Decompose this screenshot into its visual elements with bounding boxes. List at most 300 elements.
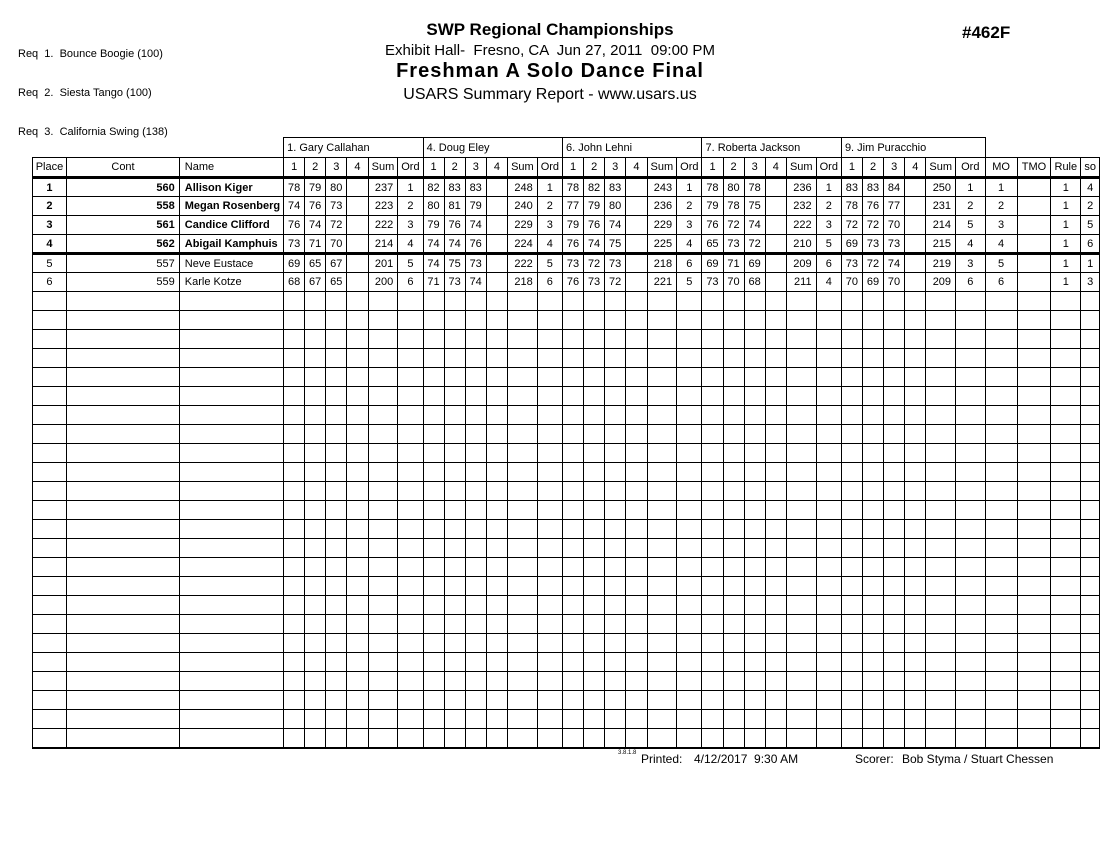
col-header-cont: Cont <box>67 158 180 178</box>
score-cell <box>508 463 538 482</box>
score-cell <box>508 634 538 653</box>
score-cell <box>508 387 538 406</box>
score-cell <box>563 691 584 710</box>
score-cell <box>765 349 786 368</box>
score-cell <box>465 577 486 596</box>
score-cell <box>905 368 926 387</box>
stat-cell <box>985 292 1017 311</box>
stat-cell <box>1017 368 1051 387</box>
score-cell <box>347 520 368 539</box>
score-cell <box>465 729 486 748</box>
score-cell-j1-d3: 67 <box>326 254 347 273</box>
judge-name-2: 4. Doug Eley <box>423 138 562 158</box>
score-cell <box>508 653 538 672</box>
score-cell <box>863 539 884 558</box>
ordinal-cell <box>816 368 841 387</box>
place-cell <box>32 292 67 311</box>
ordinal-cell <box>956 501 986 520</box>
ordinal-cell-j3: 5 <box>677 273 702 292</box>
score-cell <box>347 349 368 368</box>
contestant-number-cell <box>67 387 180 406</box>
score-cell <box>368 425 398 444</box>
sum-cell-j5: 214 <box>926 216 956 235</box>
stat-cell <box>1017 615 1051 634</box>
ordinal-cell-j4: 6 <box>816 254 841 273</box>
ordinal-cell <box>537 539 562 558</box>
empty-row <box>14 311 1100 330</box>
place-cell <box>32 596 67 615</box>
score-cell <box>305 615 326 634</box>
score-cell <box>326 292 347 311</box>
score-cell <box>926 482 956 501</box>
score-cell <box>723 729 744 748</box>
score-cell-j3-d1: 78 <box>563 178 584 197</box>
ordinal-cell <box>398 596 423 615</box>
contestant-number-cell <box>67 292 180 311</box>
score-cell-j2-d3: 74 <box>465 216 486 235</box>
score-cell <box>765 368 786 387</box>
skater-name-cell <box>179 482 283 501</box>
tmo-cell <box>1017 254 1051 273</box>
score-cell <box>605 463 626 482</box>
score-cell <box>423 482 444 501</box>
stat-cell <box>1051 596 1081 615</box>
score-cell <box>744 425 765 444</box>
ordinal-cell-j5: 1 <box>956 178 986 197</box>
score-cell <box>841 634 862 653</box>
ordinal-cell <box>816 691 841 710</box>
empty-row <box>14 520 1100 539</box>
ordinal-cell <box>537 596 562 615</box>
score-cell-j1-d4 <box>347 235 368 254</box>
ordinal-cell <box>398 672 423 691</box>
score-cell <box>486 368 507 387</box>
score-cell <box>926 653 956 672</box>
ordinal-cell <box>816 577 841 596</box>
stat-cell <box>1017 729 1051 748</box>
score-cell-j2-d1: 82 <box>423 178 444 197</box>
score-cell <box>626 520 647 539</box>
ordinal-cell <box>537 387 562 406</box>
score-cell <box>465 596 486 615</box>
score-cell <box>786 482 816 501</box>
score-cell-j1-d3: 72 <box>326 216 347 235</box>
ordinal-cell <box>677 444 702 463</box>
stat-cell <box>1017 425 1051 444</box>
score-cell <box>841 539 862 558</box>
ordinal-cell <box>537 691 562 710</box>
score-cell <box>765 463 786 482</box>
score-cell <box>284 615 305 634</box>
ordinal-cell <box>816 520 841 539</box>
score-cell <box>863 672 884 691</box>
score-cell <box>326 710 347 729</box>
contestant-number-cell <box>67 482 180 501</box>
ordinal-cell <box>398 634 423 653</box>
stat-cell <box>985 615 1017 634</box>
score-cell <box>563 558 584 577</box>
score-cell <box>786 444 816 463</box>
score-cell <box>926 615 956 634</box>
score-cell <box>626 387 647 406</box>
score-cell-j3-d3: 83 <box>605 178 626 197</box>
sum-cell-j3: 236 <box>647 197 677 216</box>
score-cell <box>584 672 605 691</box>
score-cell <box>626 539 647 558</box>
score-cell <box>744 615 765 634</box>
col-header-dance-1-j3: 1 <box>563 158 584 178</box>
ordinal-cell <box>398 444 423 463</box>
score-cell <box>702 463 723 482</box>
empty-row <box>14 330 1100 349</box>
place-cell <box>32 330 67 349</box>
score-cell <box>626 349 647 368</box>
score-cell <box>905 539 926 558</box>
score-cell <box>347 672 368 691</box>
ordinal-cell <box>677 349 702 368</box>
ordinal-cell-j1: 4 <box>398 235 423 254</box>
ordinal-cell <box>398 425 423 444</box>
score-cell <box>765 311 786 330</box>
score-cell <box>723 577 744 596</box>
skater-name-cell <box>179 292 283 311</box>
ordinal-cell <box>956 292 986 311</box>
score-cell-j4-d3: 74 <box>744 216 765 235</box>
score-cell <box>744 406 765 425</box>
score-cell <box>284 425 305 444</box>
score-cell <box>863 311 884 330</box>
score-cell <box>786 330 816 349</box>
score-cell <box>744 710 765 729</box>
stat-cell <box>1081 710 1100 729</box>
score-cell-j2-d1: 80 <box>423 197 444 216</box>
score-cell <box>347 330 368 349</box>
stat-cell <box>1017 653 1051 672</box>
place-cell <box>32 615 67 634</box>
score-cell <box>305 425 326 444</box>
place-cell <box>32 349 67 368</box>
ordinal-cell <box>537 349 562 368</box>
score-cell <box>605 729 626 748</box>
score-cell <box>863 520 884 539</box>
mo-cell: 3 <box>985 216 1017 235</box>
contestant-number-cell <box>67 368 180 387</box>
score-cell <box>884 501 905 520</box>
col-header-dance-2-j4: 2 <box>723 158 744 178</box>
score-cell-j4-d4 <box>765 216 786 235</box>
score-cell <box>284 368 305 387</box>
place-cell <box>32 463 67 482</box>
score-cell <box>626 596 647 615</box>
score-cell <box>444 406 465 425</box>
score-cell <box>444 349 465 368</box>
stat-cell <box>1017 634 1051 653</box>
score-cell <box>841 463 862 482</box>
col-header-place: Place <box>32 158 67 178</box>
score-cell <box>368 501 398 520</box>
ordinal-cell-j2: 4 <box>537 235 562 254</box>
stat-cell <box>985 520 1017 539</box>
score-cell <box>563 577 584 596</box>
score-cell <box>423 463 444 482</box>
score-cell <box>284 691 305 710</box>
score-cell <box>626 501 647 520</box>
score-cell <box>563 729 584 748</box>
score-cell-j4-d2: 70 <box>723 273 744 292</box>
score-cell <box>444 558 465 577</box>
score-cell-j4-d3: 69 <box>744 254 765 273</box>
score-cell-j5-d3: 74 <box>884 254 905 273</box>
ordinal-cell <box>537 463 562 482</box>
score-cell <box>584 311 605 330</box>
col-header-dance-3-j3: 3 <box>605 158 626 178</box>
score-cell-j4-d1: 76 <box>702 216 723 235</box>
score-cell <box>744 482 765 501</box>
stat-cell <box>985 710 1017 729</box>
score-cell <box>841 406 862 425</box>
score-cell-j4-d1: 78 <box>702 178 723 197</box>
score-cell <box>863 444 884 463</box>
ordinal-cell <box>537 292 562 311</box>
score-cell <box>326 653 347 672</box>
score-cell <box>626 634 647 653</box>
score-cell <box>605 292 626 311</box>
score-cell <box>647 444 677 463</box>
score-cell <box>305 406 326 425</box>
score-cell <box>486 653 507 672</box>
score-cell <box>368 349 398 368</box>
sum-cell-j1: 223 <box>368 197 398 216</box>
stat-cell <box>1081 387 1100 406</box>
score-cell <box>508 710 538 729</box>
score-cell <box>884 387 905 406</box>
ordinal-cell-j3: 3 <box>677 216 702 235</box>
score-cell <box>444 539 465 558</box>
score-cell <box>744 729 765 748</box>
contestant-number-cell <box>67 425 180 444</box>
stat-cell <box>1081 539 1100 558</box>
ordinal-cell <box>677 292 702 311</box>
sum-cell-j2: 218 <box>508 273 538 292</box>
score-cell <box>702 520 723 539</box>
score-cell <box>926 425 956 444</box>
score-cell <box>926 349 956 368</box>
stat-cell <box>1051 501 1081 520</box>
ordinal-cell <box>956 482 986 501</box>
score-cell <box>486 729 507 748</box>
ordinal-cell <box>537 577 562 596</box>
score-cell-j1-d3: 65 <box>326 273 347 292</box>
score-cell <box>702 330 723 349</box>
ordinal-cell-j1: 2 <box>398 197 423 216</box>
score-cell <box>508 672 538 691</box>
sum-cell-j1: 200 <box>368 273 398 292</box>
score-cell <box>326 463 347 482</box>
score-cell <box>423 539 444 558</box>
score-cell <box>863 634 884 653</box>
skater-name-cell <box>179 653 283 672</box>
score-cell <box>563 634 584 653</box>
rule-cell: 1 <box>1051 273 1081 292</box>
ordinal-cell <box>677 387 702 406</box>
score-cell <box>647 330 677 349</box>
score-cell-j1-d1: 76 <box>284 216 305 235</box>
contestant-number-cell <box>67 653 180 672</box>
requirement-line-3: Req 3. California Swing (138) <box>18 126 168 138</box>
score-cell <box>786 311 816 330</box>
score-cell <box>465 634 486 653</box>
stat-cell <box>1081 349 1100 368</box>
score-cell <box>284 710 305 729</box>
ordinal-cell <box>398 615 423 634</box>
ordinal-cell <box>816 444 841 463</box>
ordinal-cell <box>956 653 986 672</box>
ordinal-cell-j5: 6 <box>956 273 986 292</box>
col-header-dance-3-j1: 3 <box>326 158 347 178</box>
score-cell <box>465 444 486 463</box>
score-cell <box>863 729 884 748</box>
stat-cell <box>985 425 1017 444</box>
place-cell <box>32 406 67 425</box>
ordinal-cell <box>677 311 702 330</box>
empty-row <box>14 482 1100 501</box>
score-cell <box>347 539 368 558</box>
score-cell <box>626 577 647 596</box>
score-cell <box>905 520 926 539</box>
so-cell: 3 <box>1081 273 1100 292</box>
stat-cell <box>985 577 1017 596</box>
score-cell <box>905 729 926 748</box>
score-cell <box>765 691 786 710</box>
score-cell <box>626 653 647 672</box>
place-cell <box>32 710 67 729</box>
score-cell <box>368 330 398 349</box>
skater-name-cell <box>179 349 283 368</box>
score-cell <box>368 691 398 710</box>
score-cell-j5-d2: 83 <box>863 178 884 197</box>
score-cell <box>326 425 347 444</box>
score-cell <box>926 311 956 330</box>
score-cell-j5-d3: 73 <box>884 235 905 254</box>
col-header-dance-4-j2: 4 <box>486 158 507 178</box>
ordinal-cell <box>398 539 423 558</box>
score-cell <box>723 482 744 501</box>
score-cell <box>905 330 926 349</box>
ordinal-cell <box>398 482 423 501</box>
score-cell <box>444 520 465 539</box>
score-cell <box>647 311 677 330</box>
score-cell-j2-d4 <box>486 216 507 235</box>
contestant-number-cell <box>67 539 180 558</box>
skater-name-cell <box>179 615 283 634</box>
place-cell <box>32 691 67 710</box>
score-cell-j3-d2: 82 <box>584 178 605 197</box>
stat-cell <box>1081 292 1100 311</box>
header-spacer-right <box>985 138 1099 158</box>
col-header-dance-2-j2: 2 <box>444 158 465 178</box>
score-cell <box>884 368 905 387</box>
score-cell <box>347 653 368 672</box>
score-cell <box>723 406 744 425</box>
score-cell <box>702 368 723 387</box>
score-cell <box>326 634 347 653</box>
score-cell <box>326 482 347 501</box>
empty-row <box>14 463 1100 482</box>
result-row <box>14 235 1100 254</box>
col-header-name: Name <box>179 158 283 178</box>
judge-name-3: 6. John Lehni <box>563 138 702 158</box>
ordinal-cell <box>956 368 986 387</box>
score-cell <box>702 615 723 634</box>
score-cell <box>786 710 816 729</box>
score-cell <box>486 672 507 691</box>
score-cell <box>605 710 626 729</box>
score-cell <box>305 729 326 748</box>
score-cell <box>723 710 744 729</box>
score-cell <box>744 558 765 577</box>
stat-cell <box>1051 691 1081 710</box>
score-cell <box>723 368 744 387</box>
skater-name-cell <box>179 539 283 558</box>
score-cell <box>305 596 326 615</box>
score-cell <box>744 691 765 710</box>
result-row <box>14 273 1100 292</box>
score-cell <box>744 672 765 691</box>
score-cell <box>486 577 507 596</box>
ordinal-cell <box>956 406 986 425</box>
score-cell <box>863 577 884 596</box>
score-cell <box>647 710 677 729</box>
ordinal-cell <box>816 349 841 368</box>
ordinal-cell <box>956 311 986 330</box>
score-cell <box>926 330 956 349</box>
score-cell <box>368 596 398 615</box>
sum-cell-j5: 250 <box>926 178 956 197</box>
score-cell <box>284 444 305 463</box>
score-cell <box>863 368 884 387</box>
score-cell <box>765 634 786 653</box>
score-cell <box>563 539 584 558</box>
score-cell <box>563 672 584 691</box>
stat-cell <box>1081 558 1100 577</box>
ordinal-cell <box>537 672 562 691</box>
score-cell <box>284 349 305 368</box>
place-cell <box>32 634 67 653</box>
score-cell <box>284 311 305 330</box>
so-cell: 6 <box>1081 235 1100 254</box>
score-cell <box>744 368 765 387</box>
score-cell <box>702 501 723 520</box>
score-cell <box>444 330 465 349</box>
judge-name-1: 1. Gary Callahan <box>284 138 423 158</box>
contestant-number-cell <box>67 406 180 425</box>
score-cell <box>647 349 677 368</box>
score-cell <box>702 710 723 729</box>
stat-cell <box>985 672 1017 691</box>
tmo-cell <box>1017 178 1051 197</box>
score-cell <box>626 729 647 748</box>
scorer-names: Bob Styma / Stuart Chessen <box>902 752 1054 766</box>
score-cell <box>702 558 723 577</box>
ordinal-cell <box>537 425 562 444</box>
score-cell-j2-d1: 74 <box>423 235 444 254</box>
score-cell <box>284 330 305 349</box>
score-cell <box>584 615 605 634</box>
ordinal-cell <box>398 501 423 520</box>
score-cell-j1-d1: 78 <box>284 178 305 197</box>
skater-name-cell: Neve Eustace <box>179 254 283 273</box>
score-cell <box>626 311 647 330</box>
